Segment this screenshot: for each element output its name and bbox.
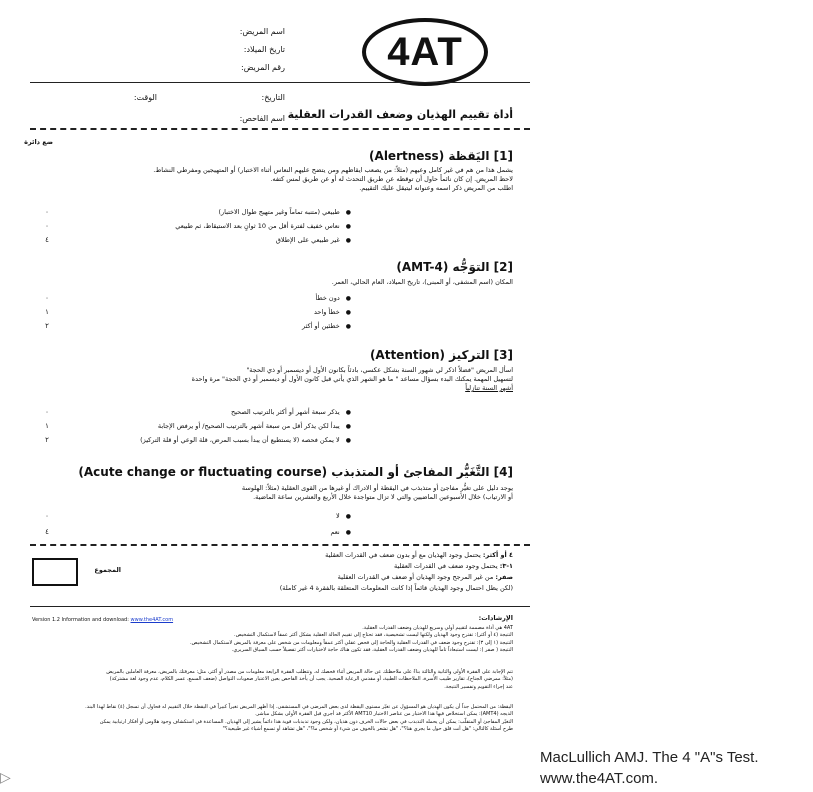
tester-label: اسم الفاحص: [239,114,285,123]
score-value: ٢ [45,322,49,330]
section-1-title: [1] اليَقظة (Alertness) [369,149,513,163]
section-4-title: [4] التَّغَيُّر المفاجئ أو المتذبذب (Acute change or fluctuating course) [78,465,513,479]
total-score-box[interactable] [32,558,78,586]
bullet-icon [340,322,351,330]
guidance-title: الإرشادات: [478,614,513,622]
bullet-icon [340,436,351,444]
score-value: ٤ [45,528,49,536]
score-value: ١ [45,422,49,430]
citation-caption [540,747,759,789]
score-value: ٠ [45,512,49,520]
patient-number-label: رقم المريض: [241,63,285,72]
section-1-line: يشمل هذا من هم في غير كامل وعيهم (مثلاً: من يصعب ايقاظهم ومن يتضح عليهم النعاس أثناء الاختبار) أو المتهيجين ومفرطي النشاط. [153,166,513,174]
version-info: Version 1.2 Information and download: www.the4AT.com [32,617,174,623]
section-4-line: أو الارتياب) خلال الأسبوعين الماضيين والتي لا تزال متواجدة خلال الأربع والعشرين ساعة الماضية. [253,493,513,501]
divider [30,82,530,83]
circle-label: ضع دائرة [24,138,53,146]
section-3-option: ● يذكر سبعة أشهر أو أكثر بالترتيب الصحيح [231,408,351,417]
date-label: التاريخ: [261,93,285,102]
section-4-option: ● لا [336,512,351,521]
caption-line-1: MacLullich AMJ. The 4 "A"s Test. [540,749,759,766]
score-value: ٠ [45,208,49,216]
section-2-option: ● خطئين أو أكثر [302,322,351,331]
guidance-line: عند إجراء التقويم وتفسير النتيجة. [444,683,513,690]
section-2-title: [2] التوَجُّه (AMT-4) [396,260,513,274]
bullet-icon [340,236,351,244]
bullet-icon [340,512,351,520]
interpretation-line: ١-٣: يحتمل وجود ضعف في القدرات العقلية [394,562,513,570]
bullet-icon [340,294,351,302]
guidance-line: النتيجة (٤ أو أكثر): تقترح وجود الهذيان ولكنها ليست تشخيصية، فقد تحتاج إلى تقييم الحالة العقلية بشكل أكثر عمقاً لاستكمال التشخيص. [234,632,513,639]
bullet-icon [340,208,351,216]
guidance-line: تتم الإجابة على الفقرة الأولى والثانية والثالثة بناءً على ملاحظتك عن حالة المريض أثناء فحصك له. وتتطلب الفقرة الرابعة معلومات من مصدر أو أكثر، مثل: معرفتك بالمريض، معرفة العاملين بالمريض [106,669,513,675]
score-value: ٠ [45,222,49,230]
patient-dob-label: تاريخ الميلاد: [243,45,285,54]
divider [30,606,530,607]
4at-logo [362,18,488,86]
section-1-line: اطلب من المريض ذكر اسمه وعنوانه ليتيقل عليك التقييم. [359,184,513,192]
guidance-line: اليقظة: من المحتمل جداً أن يكون الهذيان هو المسؤول عن تغيّر مستوى اليقظة لدى بعض المرضى في المستشفى. إذا أظهر المريض تغيراً كبيراً في اليقظة خلال التقييم له فحاول أن تسجل (٤) نقاط لهذا البند. [85,704,513,710]
guidance-line: 4AT هي أداة مصممة لتقييم أولي وسريع للهذيان وضعف القدرات العقلية. [362,625,513,631]
section-1-option: ● غير طبيعي على الإطلاق [276,236,351,245]
guidance-line: (مثلاً: ممرضي الجناح)، تقارير طبيب الأسرة، الملاحظات الطبية، أو مقدمي الرعاية الصحية. يجب أن يأخذ الفاحص بعين الاعتبار صعوبات التواصل (ضعف السمع، عسر الكلام، عدم وجود لغة مشتركة) [109,676,513,683]
dashed-divider [30,544,530,546]
score-value: ٢ [45,436,49,444]
section-4-line: يوجد دليل على تغيُّر مفاجئ أو متذبذب في اليقظة أو الادراك أو غيرها من القوى العقلية (مثلاً: الهلوسة [241,484,513,492]
guidance-block-2 [33,669,513,691]
interpretation-line: ٤ أو أكثر: يحتمل وجود الهذيان مع أو بدون ضعف في القدرات العقلية [325,551,513,559]
interpretation-line: صفر: من غير المرجح وجود الهذيان أو ضعف في القدرات العقلية [337,573,513,581]
section-3-option: ● يبدأ لكن يذكر أقل من سبعة أشهر بالترتيب الصحيح/ أو يرفض الإجابة [158,422,351,431]
section-1-option: ● طبيعي (متنبه تماماً وغير متهيج طوال الاختبار) [218,208,351,217]
section-3-title: [3] التركيز (Attention) [369,348,513,362]
section-4-desc [33,484,513,502]
bullet-icon [340,528,351,536]
guidance-line: طرح أسئلة كالتالي: "هل أنت قلق حول ما يجري هنا؟"، "هل تشعر بالخوف من شيء أو شخص ما؟"، "هل تشاهد أو تسمع أشياء غير طبيعية؟" [222,726,513,733]
website-link[interactable]: www.the4AT.com [130,617,174,623]
score-value: ٤ [45,236,49,244]
section-3-line: لتسهيل المهمة يمكنك البدء بسؤال مساعد " ما هو الشهر الذي يأتي قبل كانون الأول أو ديسمبر أو ذي الحجة" مرة واحدة [191,375,513,383]
section-4-option: ● نعم [330,528,351,537]
section-3-line: اسأل المريض "فضلاً اذكر لي شهور السنة بشكل عكسي، بادئاً بكانون الأول أو ديسمبر أو ذي الحجة" [246,366,513,374]
interpretation [213,550,513,594]
time-label: الوقت: [133,93,157,102]
section-3-desc [33,366,513,393]
section-1-line: لاحظ المريض. إن كان نائماً حاول أن توقظه عن طريق التحدث له أو عن طريق لمس كتفه. [270,175,513,183]
bullet-icon [340,222,351,230]
dashed-divider [30,128,530,130]
score-value: ١ [45,308,49,316]
patient-name-label: اسم المريض: [239,27,285,36]
section-2-option: ● خطأ واحد [314,308,351,317]
form-title: أداة تقييم الهذيان وضعف القدرات العقلية [287,108,513,121]
section-2-option: ● دون خطأ [316,294,351,303]
guidance-line: النتيجة ( صفر ): ليست استبعاداً تاماً للهذيان وضعف القدرات العقلية، فقد تكون هناك حاجة لاختبارات أكثر تفصيلاً حسب السياق السريري. [231,647,513,654]
score-value: ٠ [45,294,49,302]
section-3-option: ● لا يمكن فحصه (لا يستطيع أن يبدأ بسبب المرض، قلة الوعي أو قلة التركيز) [140,436,351,445]
guidance-block-3 [33,704,513,734]
guidance-line: الذيجه (AMT4): يمكن استخلاص فيها هذا الاختبار من عناصر الاختبار AMT10 الأكثر قد أجري قبل الفقرة الأولى بشكل مباشر. [255,711,513,718]
score-value: ٠ [45,408,49,416]
guidance-line: التغيّر المفاجئ أو المتقلّب: يمكن أن يحمله التذبذب في بعض حالات الخرف دون هذيان، ولكن وجود تذبذبات قوية هذا دائماً يشير إلى الهذيان. المساعدة في استكشاف وجود هلاوس أو أفكار ارتيابية يمكن [99,718,513,725]
bullet-icon [340,308,351,316]
chevron-right-icon: ▷ [0,770,11,786]
caption-line-2: www.the4AT.com. [540,770,659,787]
logo-text: 4AT [387,29,463,74]
section-2-desc: المكان (اسم المشفى، أو المبنى)، تاريخ الميلاد، العام الحالي، العمر. [331,278,513,286]
guidance-line: النتيجة (١ إلى ٣): تقترح وجود ضعف في القدرات العقلية والحاجة إلى فحص عقلي أكثر عمقاً ومعلومات من شخص على معرفة بالمريض لاستكمال التشخيص. [189,639,513,646]
section-1-desc [33,166,513,193]
section-3-line: أشهر السنة تنازلياً [465,384,513,392]
interpretation-line: (لكن يظل احتمال وجود الهذيان قائماً إذا كانت المعلومات المتعلقة بالفقرة 4 غير كاملة) [279,584,513,592]
total-label: المجموع [94,566,121,574]
bullet-icon [340,408,351,416]
guidance-block-1 [33,625,513,655]
bullet-icon [340,422,351,430]
section-1-option: ● نعاس خفيف لفترة أقل من 10 ثوانٍ بعد الاستيقاظ، ثم طبيعي [175,222,351,231]
